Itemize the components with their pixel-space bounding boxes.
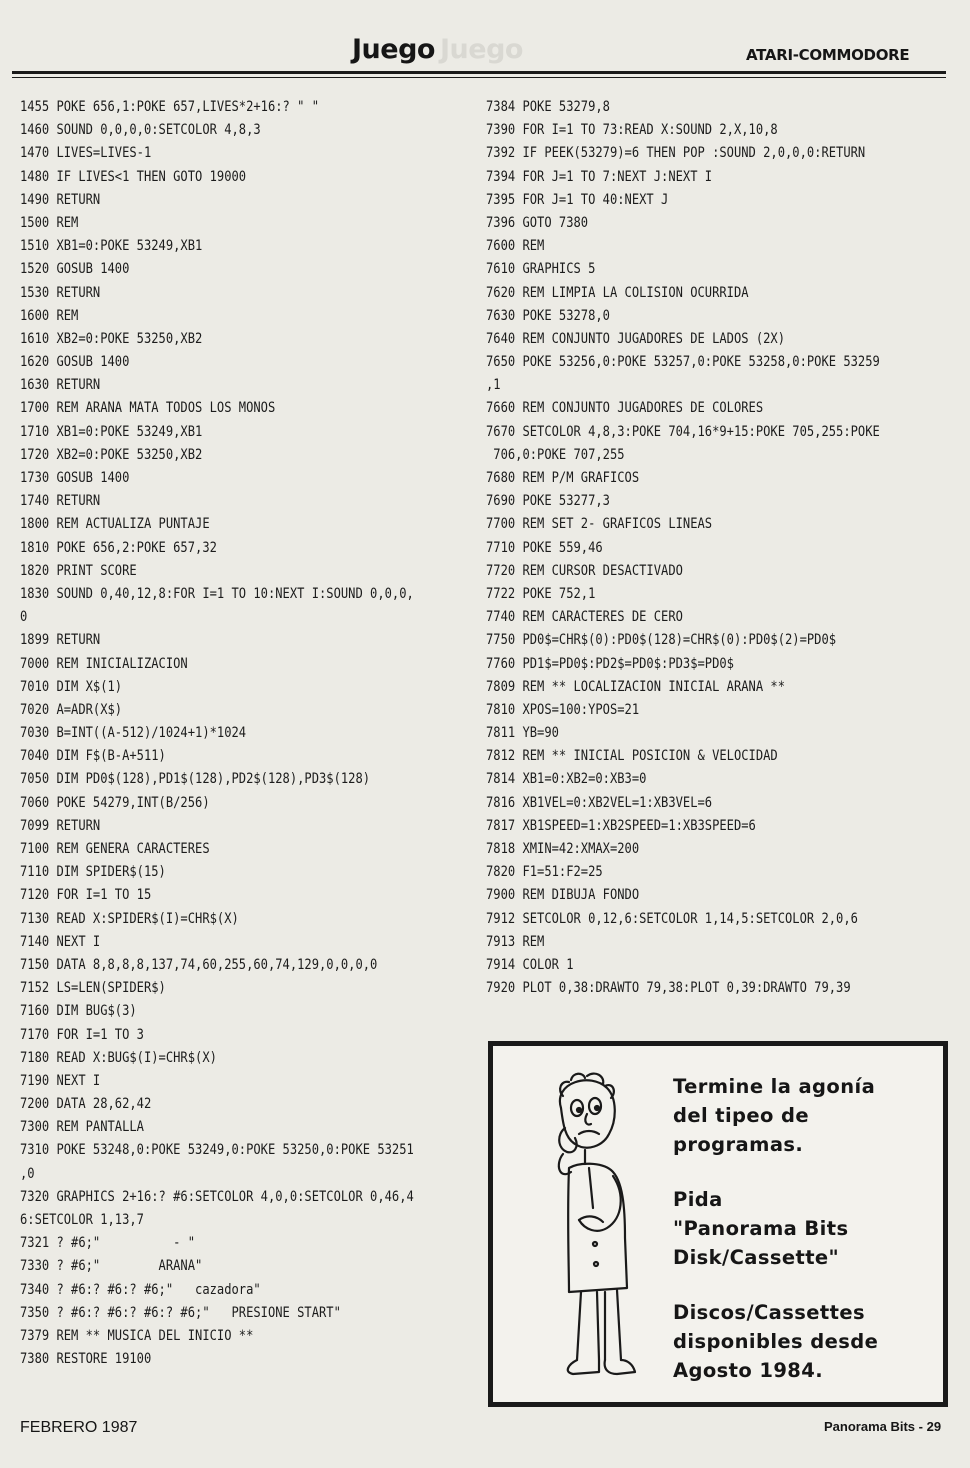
code-line: 7150 DATA 8,8,8,8,137,74,60,255,60,74,129,0,0,0,0 bbox=[20, 955, 378, 973]
code-line: 1520 GOSUB 1400 bbox=[20, 260, 130, 278]
code-line: 7816 XB1VEL=0:XB2VEL=1:XB3VEL=6 bbox=[486, 793, 713, 811]
code-line: 7811 YB=90 bbox=[486, 724, 559, 742]
code-line: 7700 REM SET 2- GRAFICOS LINEAS bbox=[486, 515, 713, 533]
code-line: 7396 GOTO 7380 bbox=[486, 213, 589, 231]
code-line: 7818 XMIN=42:XMAX=200 bbox=[486, 840, 640, 857]
code-line: 1610 XB2=0:POKE 53250,XB2 bbox=[20, 329, 203, 347]
code-line: 7740 REM CARACTERES DE CERO bbox=[486, 608, 683, 626]
code-line: 7750 PD0$=CHR$(0):PD0$(128)=CHR$(0):PD0$(2)=PD0$ bbox=[486, 631, 837, 649]
code-line: 7160 DIM BUG$(3) bbox=[20, 1002, 137, 1020]
code-line: 7010 DIM X$(1) bbox=[20, 677, 123, 695]
code-line: 7170 FOR I=1 TO 3 bbox=[20, 1025, 144, 1043]
code-line: 1899 RETURN bbox=[20, 631, 101, 649]
code-line: 1480 IF LIVES<1 THEN GOTO 19000 bbox=[20, 167, 247, 185]
code-line: 1500 REM bbox=[20, 213, 79, 231]
code-line: 7321 ? #6;" - " bbox=[20, 1234, 196, 1252]
code-line: 1800 REM ACTUALIZA PUNTAJE bbox=[20, 515, 210, 533]
code-line: 7670 SETCOLOR 4,8,3:POKE 704,16*9+15:POKE 705,255:POKE bbox=[486, 422, 880, 440]
advertisement-box bbox=[488, 1041, 948, 1407]
code-line: 7050 DIM PD0$(128),PD1$(128),PD2$(128),PD3$(128) bbox=[20, 770, 371, 788]
code-line: 7392 IF PEEK(53279)=6 THEN POP :SOUND 2,0,0,0:RETURN bbox=[486, 144, 866, 162]
code-line: 1470 LIVES=LIVES-1 bbox=[20, 144, 152, 162]
code-line: 7395 FOR J=1 TO 40:NEXT J bbox=[486, 190, 669, 208]
code-line: 7610 GRAPHICS 5 bbox=[486, 260, 596, 278]
code-line: 7040 DIM F$(B-A+511) bbox=[20, 747, 166, 765]
code-line: 7720 REM CURSOR DESACTIVADO bbox=[486, 561, 683, 579]
code-line: 1600 REM bbox=[20, 306, 79, 324]
code-line: 7394 FOR J=1 TO 7:NEXT J:NEXT I bbox=[486, 167, 713, 185]
code-line: 7180 READ X:BUG$(I)=CHR$(X) bbox=[20, 1048, 217, 1066]
code-line: 7914 COLOR 1 bbox=[486, 955, 574, 973]
code-line: 7814 XB1=0:XB2=0:XB3=0 bbox=[486, 770, 647, 788]
code-line: 7620 REM LIMPIA LA COLISION OCURRIDA bbox=[486, 283, 749, 301]
code-line: ,0 bbox=[20, 1164, 35, 1182]
ad-paragraph-1: Termine la agonía del tipeo de programas. bbox=[673, 1075, 876, 1156]
code-line: 7809 REM ** LOCALIZACION INICIAL ARANA ** bbox=[486, 677, 785, 695]
code-column-right bbox=[486, 95, 946, 999]
code-line: 1740 RETURN bbox=[20, 492, 101, 510]
code-line: 7140 NEXT I bbox=[20, 932, 101, 950]
code-line: 7384 POKE 53279,8 bbox=[486, 98, 610, 115]
footer-date: FEBRERO 1987 bbox=[20, 1419, 138, 1436]
code-line: 7330 ? #6;" ARANA" bbox=[20, 1257, 203, 1275]
code-line: 7200 DATA 28,62,42 bbox=[20, 1095, 152, 1113]
code-line: 1710 XB1=0:POKE 53249,XB1 bbox=[20, 422, 203, 440]
code-line: 7320 GRAPHICS 2+16:? #6:SETCOLOR 4,0,0:SETCOLOR 0,46,4 bbox=[20, 1187, 414, 1205]
code-line: 1810 POKE 656,2:POKE 657,32 bbox=[20, 538, 217, 556]
code-line: 7660 REM CONJUNTO JUGADORES DE COLORES bbox=[486, 399, 764, 417]
code-line: 7390 FOR I=1 TO 73:READ X:SOUND 2,X,10,8 bbox=[486, 121, 778, 139]
code-line: 7810 XPOS=100:YPOS=21 bbox=[486, 700, 640, 718]
code-line: 7110 DIM SPIDER$(15) bbox=[20, 863, 166, 881]
code-line: 1820 PRINT SCORE bbox=[20, 561, 137, 579]
code-line: 7913 REM bbox=[486, 932, 545, 950]
code-line: 1460 SOUND 0,0,0,0:SETCOLOR 4,8,3 bbox=[20, 121, 261, 139]
footer-page-number: Panorama Bits - 29 bbox=[824, 1419, 942, 1434]
code-line: 7000 REM INICIALIZACION bbox=[20, 654, 188, 672]
code-line: 7912 SETCOLOR 0,12,6:SETCOLOR 1,14,5:SETCOLOR 2,0,6 bbox=[486, 909, 858, 927]
code-line: 7820 F1=51:F2=25 bbox=[486, 863, 603, 881]
code-line: 1530 RETURN bbox=[20, 283, 101, 301]
code-line: 1700 REM ARANA MATA TODOS LOS MONOS bbox=[20, 399, 276, 417]
code-line: 7120 FOR I=1 TO 15 bbox=[20, 886, 152, 904]
code-line: 0 bbox=[20, 608, 28, 626]
section-label: ATARI-COMMODORE bbox=[746, 46, 910, 64]
code-line: 7710 POKE 559,46 bbox=[486, 538, 603, 556]
header-rule-thin bbox=[12, 77, 946, 78]
code-line: 7030 B=INT((A-512)/1024+1)*1024 bbox=[20, 724, 247, 742]
code-line: 1455 POKE 656,1:POKE 657,LIVES*2+16:? " " bbox=[20, 98, 319, 115]
code-line: 7600 REM bbox=[486, 237, 545, 255]
code-line: 7130 READ X:SPIDER$(I)=CHR$(X) bbox=[20, 909, 239, 927]
code-line: 7640 REM CONJUNTO JUGADORES DE LADOS (2X) bbox=[486, 329, 785, 347]
code-line: 7900 REM DIBUJA FONDO bbox=[486, 886, 640, 904]
code-line: 7190 NEXT I bbox=[20, 1071, 101, 1089]
code-line: 7310 POKE 53248,0:POKE 53249,0:POKE 53250,0:POKE 53251 bbox=[20, 1141, 414, 1159]
code-line: 7020 A=ADR(X$) bbox=[20, 700, 123, 718]
code-line: 7380 RESTORE 19100 bbox=[20, 1350, 152, 1368]
code-line: 7722 POKE 752,1 bbox=[486, 584, 596, 602]
page-title-ghost: Juego bbox=[440, 34, 523, 65]
code-line: 7300 REM PANTALLA bbox=[20, 1118, 144, 1136]
code-line: 1620 GOSUB 1400 bbox=[20, 353, 130, 371]
code-line: 7817 XB1SPEED=1:XB2SPEED=1:XB3SPEED=6 bbox=[486, 816, 756, 834]
thinking-man-illustration bbox=[513, 1068, 683, 1398]
code-line: 7630 POKE 53278,0 bbox=[486, 306, 610, 324]
code-line: 1830 SOUND 0,40,12,8:FOR I=1 TO 10:NEXT I:SOUND 0,0,0, bbox=[20, 584, 414, 602]
code-line: 7060 POKE 54279,INT(B/256) bbox=[20, 793, 210, 811]
code-line: 7650 POKE 53256,0:POKE 53257,0:POKE 53258,0:POKE 53259 bbox=[486, 353, 880, 371]
ad-paragraph-2: Pida "Panorama Bits Disk/Cassette" bbox=[673, 1188, 849, 1269]
code-line: 1720 XB2=0:POKE 53250,XB2 bbox=[20, 445, 203, 463]
code-line: 7340 ? #6:? #6:? #6;" cazadora" bbox=[20, 1280, 261, 1298]
code-line: 6:SETCOLOR 1,13,7 bbox=[20, 1211, 144, 1228]
code-line: 1490 RETURN bbox=[20, 190, 101, 208]
code-line: 706,0:POKE 707,255 bbox=[486, 445, 625, 463]
page-title: Juego bbox=[352, 34, 435, 65]
code-line: 7920 PLOT 0,38:DRAWTO 79,38:PLOT 0,39:DRAWTO 79,39 bbox=[486, 979, 851, 997]
code-line: 1630 RETURN bbox=[20, 376, 101, 394]
code-column-left bbox=[20, 95, 475, 1370]
code-line: 7812 REM ** INICIAL POSICION & VELOCIDAD bbox=[486, 747, 778, 765]
code-line: 1730 GOSUB 1400 bbox=[20, 469, 130, 486]
code-line: 7099 RETURN bbox=[20, 816, 101, 834]
code-line: 7760 PD1$=PD0$:PD2$=PD0$:PD3$=PD0$ bbox=[486, 654, 734, 672]
code-line: 1510 XB1=0:POKE 53249,XB1 bbox=[20, 237, 203, 255]
header-rule bbox=[12, 71, 946, 74]
code-line: 7379 REM ** MUSICA DEL INICIO ** bbox=[20, 1326, 254, 1344]
code-line: ,1 bbox=[486, 376, 501, 394]
code-line: 7680 REM P/M GRAFICOS bbox=[486, 469, 640, 486]
code-line: 7100 REM GENERA CARACTERES bbox=[20, 840, 210, 857]
advertisement-text bbox=[673, 1072, 943, 1411]
ad-paragraph-3: Discos/Cassettes disponibles desde Agosto 1984. bbox=[673, 1301, 879, 1382]
code-line: 7152 LS=LEN(SPIDER$) bbox=[20, 979, 166, 997]
code-line: 7350 ? #6:? #6:? #6:? #6;" PRESIONE START" bbox=[20, 1303, 341, 1321]
code-line: 7690 POKE 53277,3 bbox=[486, 492, 610, 510]
